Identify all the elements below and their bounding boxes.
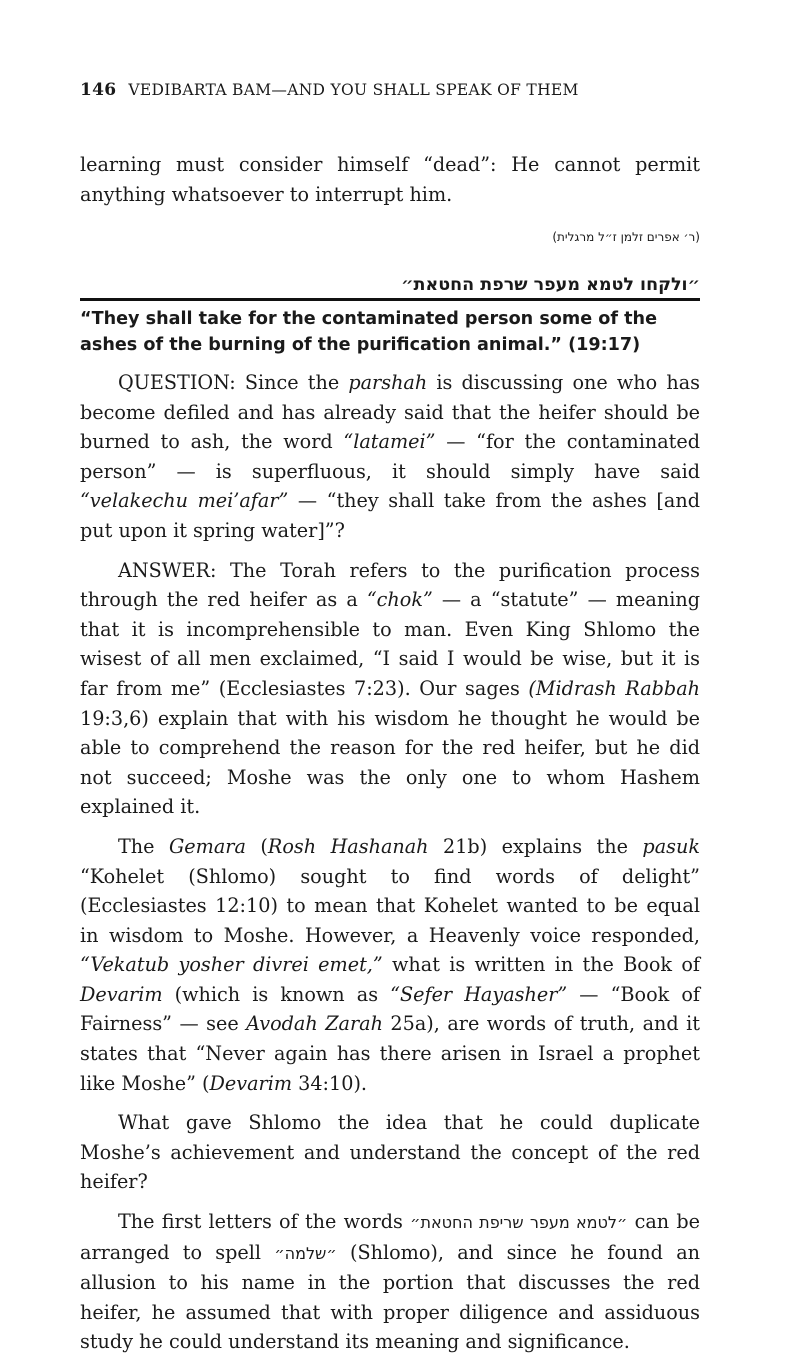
heading-rule [80, 298, 700, 301]
paragraph-gemara: The Gemara (Rosh Hashanah 21b) explains the pasuk “Kohelet (Shlomo) sought to find words of delight” (Ecclesiastes 12:10) to mean that Kohelet wanted to be equal in wisdom to Moshe. However, a Heavenly voice responded, “Vekatub yosher divrei emet,” what is written in the Book of Devarim (which is known as “Sefer Hayasher” — “Book of Fairness” — see Avodah Zarah 25a), are words of truth, and it states that “Never again has there arisen in Israel a prophet like Moshe” (Devarim 34:10). [80, 834, 701, 1095]
english-verse-heading: “They shall take for the contaminated person some of the ashes of the burning of the purification animal.” (19:17) [80, 309, 658, 355]
source-citation: (ר׳ אפרים זלמן ז״ל מרגלית) [552, 230, 700, 244]
running-header [80, 80, 579, 100]
paragraph-question-shlomo: What gave Shlomo the idea that he could duplicate Moshe’s achievement and understand the concept of the red heifer? [80, 1111, 700, 1194]
continuation-text: learning must consider himself “dead”: He cannot permit anything whatsoever to interrupt him. [80, 153, 700, 206]
hebrew-name-shlomo: ״שלמה״ [274, 1243, 337, 1263]
paragraph-question: QUESTION: Since the parshah is discussing one who has become defiled and has already said that the heifer should be burned to ash, the word “latamei” — “for the contaminated person” — is superfluous, it should simply have said “velakechu mei’afar” — “they shall take from the ashes [and put upon it spring water]”? [80, 371, 700, 542]
paragraph-acronym: The first letters of the words ״לטמא מעפר שריפת החטאת״ can be arranged to spell ״שלמה״ (Shlomo), and since he found an allusion to his name in the portion that discusses the red heifer, he assumed that with proper diligence and assiduous study he could understand its meaning and significance. [80, 1210, 701, 1354]
running-title: VEDIBARTA BAM—AND YOU SHALL SPEAK OF THEM [128, 81, 579, 99]
paragraph-answer: ANSWER: The Torah refers to the purification process through the red heifer as a “chok” — a “statute” — meaning that it is incomprehensible to man. Even King Shlomo the wisest of all men exclaimed, “I said I would be wise, but it is far from me” (Ecclesiastes 7:23). Our sages (Midrash Rabbah 19:3,6) explain that with his wisdom he thought he would be able to comprehend the reason for the red heifer, but he did not succeed; Moshe was the only one to whom Hashem explained it. [80, 558, 700, 819]
hebrew-phrase: ״לטמא מעפר שריפת החטאת״ [410, 1213, 628, 1233]
hebrew-verse-heading: ״ולקחו לטמא מעפר שרפת החטאת״ [401, 275, 700, 295]
main-text [80, 368, 700, 1357]
page-number: 146 [80, 80, 117, 100]
